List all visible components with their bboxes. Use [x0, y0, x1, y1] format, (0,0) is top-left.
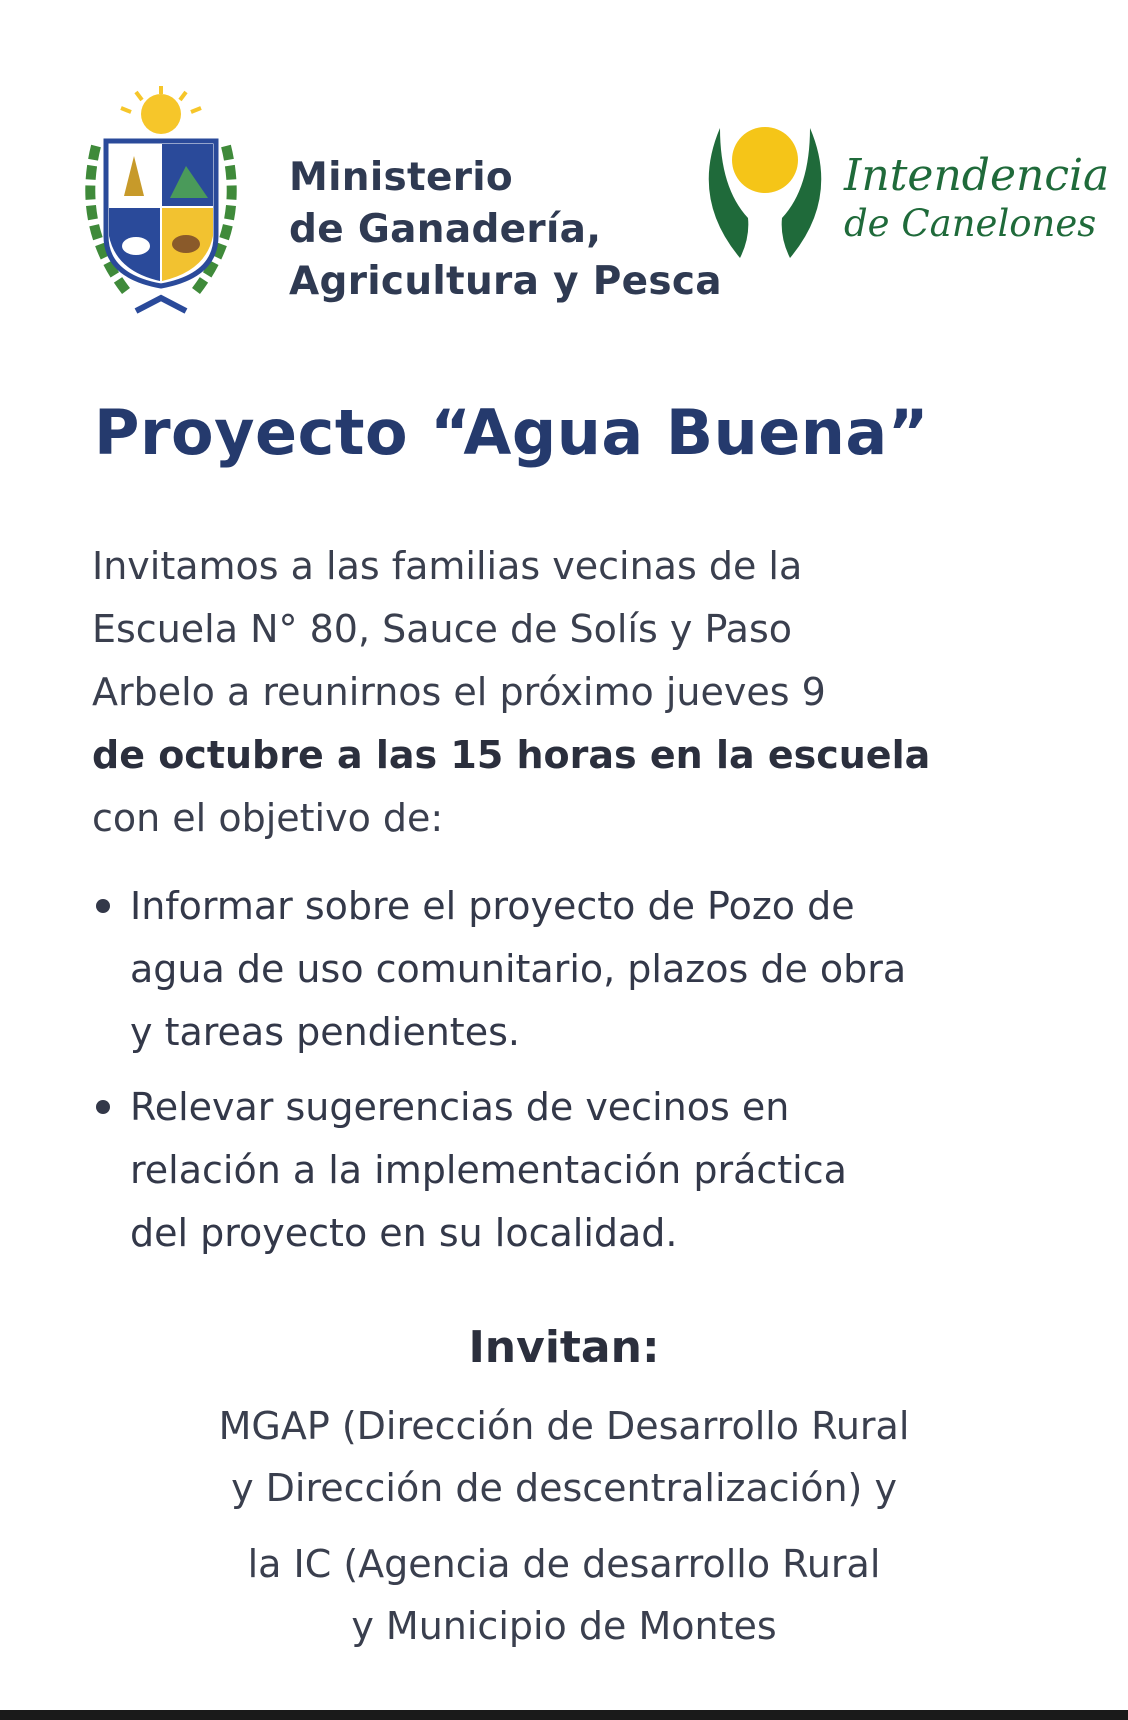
organizer-line: la IC (Agencia de desarrollo Rural — [247, 1542, 881, 1586]
invitan-heading: Invitan: — [468, 1322, 660, 1373]
mgap-name-line: de Ganadería, — [289, 207, 602, 252]
bottom-border — [0, 1710, 1128, 1720]
organizer-line: y Municipio de Montes — [351, 1604, 777, 1648]
objective-line: relación a la implementación práctica — [130, 1148, 847, 1192]
header — [0, 0, 1128, 340]
bullet-icon — [96, 1100, 110, 1114]
organizers — [0, 1395, 1128, 1657]
bullet-icon — [96, 899, 110, 913]
intendencia-name-line: Intendencia — [844, 150, 1110, 201]
intro-line: de octubre a las 15 horas en la escuela — [92, 733, 931, 777]
intendencia-logo-icon — [700, 118, 830, 268]
intro-paragraph — [92, 535, 1102, 850]
uruguay-coat-of-arms-icon — [66, 86, 256, 326]
intro-line: Invitamos a las familias vecinas de la — [92, 544, 803, 588]
objective-line: Relevar sugerencias de vecinos en — [130, 1085, 790, 1129]
mgap-name — [289, 152, 722, 308]
list-item — [92, 875, 1112, 1064]
page-title: Proyecto “Agua Buena” — [94, 396, 929, 469]
intro-line: Escuela N° 80, Sauce de Solís y Paso — [92, 607, 792, 651]
objective-line: agua de uso comunitario, plazos de obra — [130, 947, 907, 991]
organizer-line: y Dirección de descentralización) y — [231, 1466, 897, 1510]
intendencia-name-line: de Canelones — [844, 202, 1097, 245]
mgap-name-line: Ministerio — [289, 155, 514, 200]
objective-line: Informar sobre el proyecto de Pozo de — [130, 884, 855, 928]
objective-line: del proyecto en su localidad. — [130, 1211, 678, 1255]
list-item — [92, 1076, 1112, 1265]
organizer-line: MGAP (Dirección de Desarrollo Rural — [218, 1404, 910, 1448]
objective-line: y tareas pendientes. — [130, 1010, 520, 1054]
intro-line: con el objetivo de: — [92, 796, 444, 840]
intendencia-name — [844, 152, 1109, 248]
objectives-list — [92, 875, 1112, 1277]
intro-line: Arbelo a reunirnos el próximo jueves 9 — [92, 670, 826, 714]
mgap-name-line: Agricultura y Pesca — [289, 259, 722, 304]
